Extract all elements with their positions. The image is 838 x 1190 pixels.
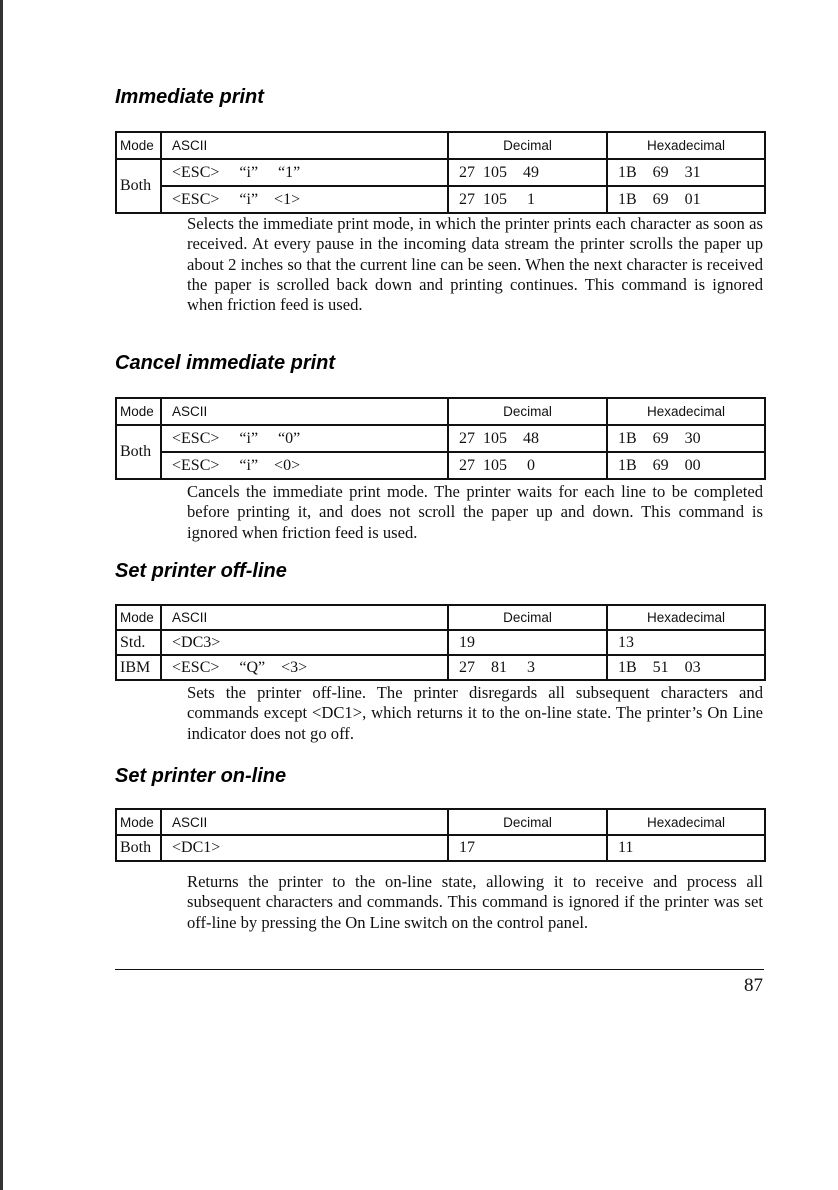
table-set-printer-on-line [115,808,766,862]
header-mode: Mode [116,809,161,835]
mode-cell: Both [116,159,161,213]
table-header-row [116,398,765,425]
header-decimal: Decimal [448,132,607,159]
hex-cell: 11 [607,835,765,861]
decimal-cell: 27 105 48 [448,425,607,452]
table-header-row [116,605,765,630]
table-row [116,655,765,680]
description-set-printer-on-line: Returns the printer to the on-line state, allowing it to receive and process all subsequent characters and commands. This command is ignored if the printer was set off-line by pressing the On Line switch on the control panel. [187,872,763,932]
header-ascii: ASCII [161,398,448,425]
ascii-cell: <ESC> “Q” <3> [161,655,448,680]
ascii-cell: <ESC> “i” <1> [161,186,448,213]
hex-cell: 1B 69 00 [607,452,765,479]
header-ascii: ASCII [161,809,448,835]
ascii-cell: <ESC> “i” “0” [161,425,448,452]
header-hex: Hexadecimal [607,398,765,425]
mode-cell: Std. [116,630,161,655]
hex-cell: 1B 51 03 [607,655,765,680]
decimal-cell: 27 81 3 [448,655,607,680]
hex-cell: 1B 69 30 [607,425,765,452]
scan-edge [0,0,3,1190]
header-ascii: ASCII [161,132,448,159]
table-cancel-immediate-print [115,397,766,480]
header-hex: Hexadecimal [607,605,765,630]
table-row [116,186,765,213]
table-header-row [116,132,765,159]
hex-cell: 1B 69 31 [607,159,765,186]
header-hex: Hexadecimal [607,132,765,159]
decimal-cell: 27 105 0 [448,452,607,479]
mode-cell: Both [116,425,161,479]
heading-immediate-print: Immediate print [115,86,264,108]
header-mode: Mode [116,398,161,425]
ascii-cell: <DC1> [161,835,448,861]
header-ascii: ASCII [161,605,448,630]
heading-set-printer-on-line: Set printer on-line [115,765,287,787]
header-hex: Hexadecimal [607,809,765,835]
ascii-cell: <DC3> [161,630,448,655]
table-set-printer-off-line [115,604,766,681]
header-mode: Mode [116,132,161,159]
footer-rule [115,969,764,970]
decimal-cell: 27 105 49 [448,159,607,186]
table-header-row [116,809,765,835]
header-decimal: Decimal [448,605,607,630]
header-mode: Mode [116,605,161,630]
table-row [116,452,765,479]
table-row [116,425,765,452]
decimal-cell: 27 105 1 [448,186,607,213]
table-row [116,835,765,861]
hex-cell: 1B 69 01 [607,186,765,213]
table-immediate-print [115,131,766,214]
mode-cell: Both [116,835,161,861]
ascii-cell: <ESC> “i” <0> [161,452,448,479]
description-immediate-print: Selects the immediate print mode, in which the printer prints each character as soon as received. At every pause in the incoming data stream the printer scrolls the paper up about 2 inches so that the current line can be seen. When the next character is received the paper is scrolled back down and printing continues. This command is ignored when friction feed is used. [187,214,763,315]
header-decimal: Decimal [448,809,607,835]
table-row [116,159,765,186]
decimal-cell: 19 [448,630,607,655]
ascii-cell: <ESC> “i” “1” [161,159,448,186]
mode-cell: IBM [116,655,161,680]
hex-cell: 13 [607,630,765,655]
page-number: 87 [744,975,763,996]
description-cancel-immediate-print: Cancels the immediate print mode. The printer waits for each line to be completed before printing it, and does not scroll the paper up and down. This command is ignored when friction feed is used. [187,482,763,542]
description-set-printer-off-line: Sets the printer off-line. The printer disregards all subsequent characters and commands except <DC1>, which returns it to the on-line state. The printer’s On Line indicator does not go off. [187,683,763,743]
table-row [116,630,765,655]
header-decimal: Decimal [448,398,607,425]
heading-set-printer-off-line: Set printer off-line [115,560,287,582]
decimal-cell: 17 [448,835,607,861]
heading-cancel-immediate-print: Cancel immediate print [115,352,336,374]
